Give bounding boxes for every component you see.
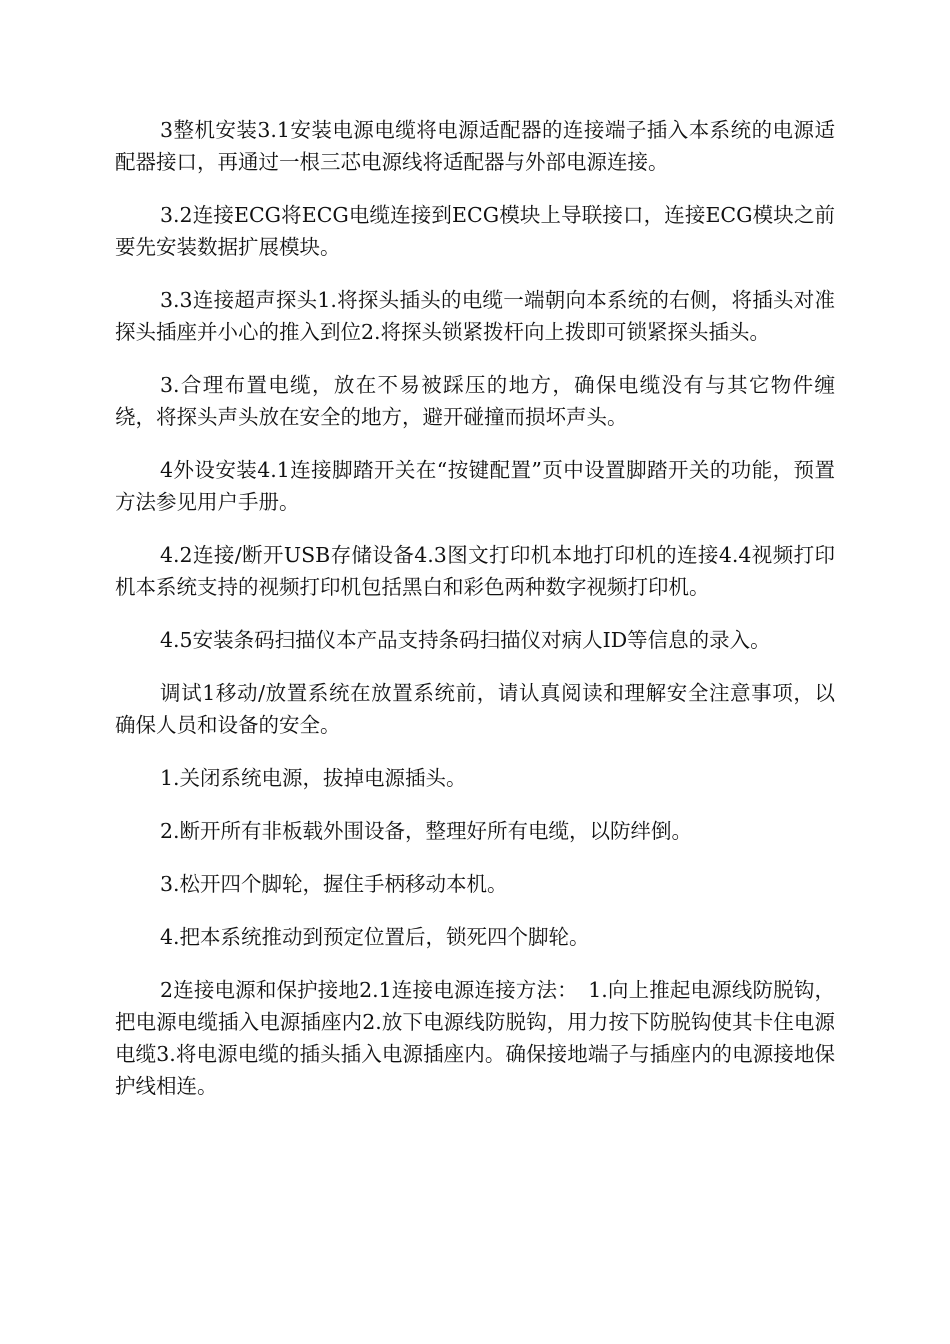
paragraph-step-lock-casters: 4.把本系统推动到预定位置后，锁死四个脚轮。: [160, 925, 590, 949]
paragraph-connect-ecg: 3.2连接ECG将ECG电缆连接到ECG模块上导联接口，连接ECG模块之前要先安装数据扩展模块。: [115, 203, 835, 259]
paragraph-step-disconnect-peripherals: 2.断开所有非板载外围设备，整理好所有电缆，以防绊倒。: [160, 819, 693, 843]
paragraph-step-release-casters: 3.松开四个脚轮，握住手柄移动本机。: [160, 872, 508, 896]
paragraph-complete-machine-install: 3整机安装3.1安装电源电缆将电源适配器的连接端子插入本系统的电源适配器接口，再通过一根三芯电源线将适配器与外部电源连接。: [115, 118, 835, 174]
paragraph-debug-move-system: 调试1移动/放置系统在放置系统前，请认真阅读和理解安全注意事项，以确保人员和设备的安全。: [115, 681, 835, 737]
paragraph-peripheral-install: 4外设安装4.1连接脚踏开关在“按键配置”页中设置脚踏开关的功能，预置方法参见用户手册。: [115, 458, 835, 514]
paragraph-usb-and-printers: 4.2连接/断开USB存储设备4.3图文打印机本地打印机的连接4.4视频打印机本系统支持的视频打印机包括黑白和彩色两种数字视频打印机。: [115, 543, 835, 599]
paragraph-connect-ultrasound-probe: 3.3连接超声探头1.将探头插头的电缆一端朝向本系统的右侧，将插头对准探头插座并小心的推入到位2.将探头锁紧拨杆向上拨即可锁紧探头插头。: [115, 288, 835, 344]
paragraph-arrange-cables: 3.合理布置电缆，放在不易被踩压的地方，确保电缆没有与其它物件缠绕，将探头声头放在安全的地方，避开碰撞而损坏声头。: [115, 373, 835, 429]
paragraph-barcode-scanner: 4.5安装条码扫描仪本产品支持条码扫描仪对病人ID等信息的录入。: [160, 628, 771, 652]
document-body: [115, 114, 835, 1123]
paragraph-step-power-off: 1.关闭系统电源，拔掉电源插头。: [160, 766, 467, 790]
paragraph-power-and-grounding: 2连接电源和保护接地2.1连接电源连接方法： 1.向上推起电源线防脱钩，把电源电缆插入电源插座内2.放下电源线防脱钩，用力按下防脱钩使其卡住电源电缆3.将电源电缆的插头插入电源插座内。确保接地端子与插座内的电源接地保护线相连。: [115, 978, 835, 1098]
